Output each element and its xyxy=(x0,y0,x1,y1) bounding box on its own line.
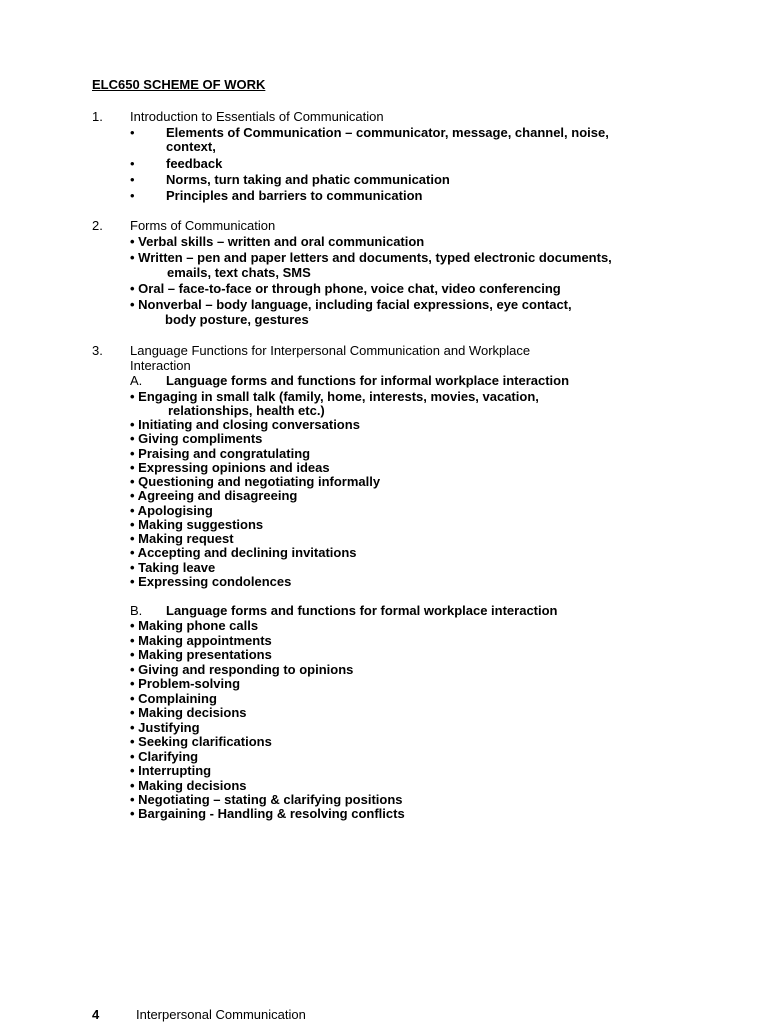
list-item: • Taking leave xyxy=(130,560,216,575)
list-item: • Justifying xyxy=(130,720,200,735)
list-item: • Problem-solving xyxy=(130,676,241,691)
list-item: • Making phone calls xyxy=(130,618,259,633)
list-item-continuation: relationships, health etc.) xyxy=(168,403,325,418)
list-item: • Written – pen and paper letters and documents, typed electronic documents, xyxy=(130,250,612,265)
list-item: • Bargaining - Handling & resolving conflicts xyxy=(130,806,405,821)
document-title: ELC650 SCHEME OF WORK xyxy=(92,77,266,92)
list-item-continuation: body posture, gestures xyxy=(165,312,309,327)
list-item: Elements of Communication – communicator, message, channel, noise, xyxy=(166,125,609,140)
list-item: • Making request xyxy=(130,531,234,546)
section-3-heading: Language Functions for Interpersonal Communication and Workplace xyxy=(130,343,531,358)
list-item: • Expressing opinions and ideas xyxy=(130,460,330,475)
list-item: • Complaining xyxy=(130,691,217,706)
list-item: • Negotiating – stating & clarifying positions xyxy=(130,792,403,807)
list-item: • Interrupting xyxy=(130,763,212,778)
section-2-heading: Forms of Communication xyxy=(130,218,276,233)
list-item: • Engaging in small talk (family, home, interests, movies, vacation, xyxy=(130,389,539,404)
list-item-continuation: emails, text chats, SMS xyxy=(167,265,311,280)
list-item: • Accepting and declining invitations xyxy=(130,545,357,560)
list-item: • Giving compliments xyxy=(130,431,263,446)
list-item: • Verbal skills – written and oral communication xyxy=(130,234,425,249)
subsection-a-label: A. xyxy=(130,373,143,388)
bullet-mark: • xyxy=(130,125,135,140)
list-item: feedback xyxy=(166,156,223,171)
list-item: • Making suggestions xyxy=(130,517,264,532)
list-item: • Making decisions xyxy=(130,705,247,720)
list-item: • Clarifying xyxy=(130,749,199,764)
list-item: • Initiating and closing conversations xyxy=(130,417,360,432)
list-item: • Seeking clarifications xyxy=(130,734,272,749)
bullet-mark: • xyxy=(130,188,135,203)
section-3-number: 3. xyxy=(92,343,103,358)
list-item: • Making appointments xyxy=(130,633,272,648)
subsection-a-heading: Language forms and functions for informal workplace interaction xyxy=(166,373,570,388)
subsection-b-heading: Language forms and functions for formal workplace interaction xyxy=(166,603,558,618)
list-item: • Making decisions xyxy=(130,778,247,793)
list-item: • Praising and congratulating xyxy=(130,446,311,461)
page-number: 4 xyxy=(92,1007,100,1022)
bullet-mark: • xyxy=(130,156,135,171)
section-1-number: 1. xyxy=(92,109,103,124)
list-item: • Making presentations xyxy=(130,647,272,662)
list-item: • Expressing condolences xyxy=(130,574,292,589)
list-item: • Agreeing and disagreeing xyxy=(130,488,298,503)
list-item: • Questioning and negotiating informally xyxy=(130,474,381,489)
footer-title: Interpersonal Communication xyxy=(136,1007,306,1022)
list-item-continuation: context, xyxy=(166,139,216,154)
list-item: • Nonverbal – body language, including facial expressions, eye contact, xyxy=(130,297,572,312)
list-item: Norms, turn taking and phatic communication xyxy=(166,172,450,187)
list-item: • Apologising xyxy=(130,503,213,518)
list-item: • Giving and responding to opinions xyxy=(130,662,354,677)
section-1-heading: Introduction to Essentials of Communication xyxy=(130,109,384,124)
subsection-b-label: B. xyxy=(130,603,143,618)
section-2-number: 2. xyxy=(92,218,103,233)
bullet-mark: • xyxy=(130,172,135,187)
list-item: • Oral – face-to-face or through phone, voice chat, video conferencing xyxy=(130,281,561,296)
list-item: Principles and barriers to communication xyxy=(166,188,423,203)
section-3-heading-continuation: Interaction xyxy=(130,358,191,373)
